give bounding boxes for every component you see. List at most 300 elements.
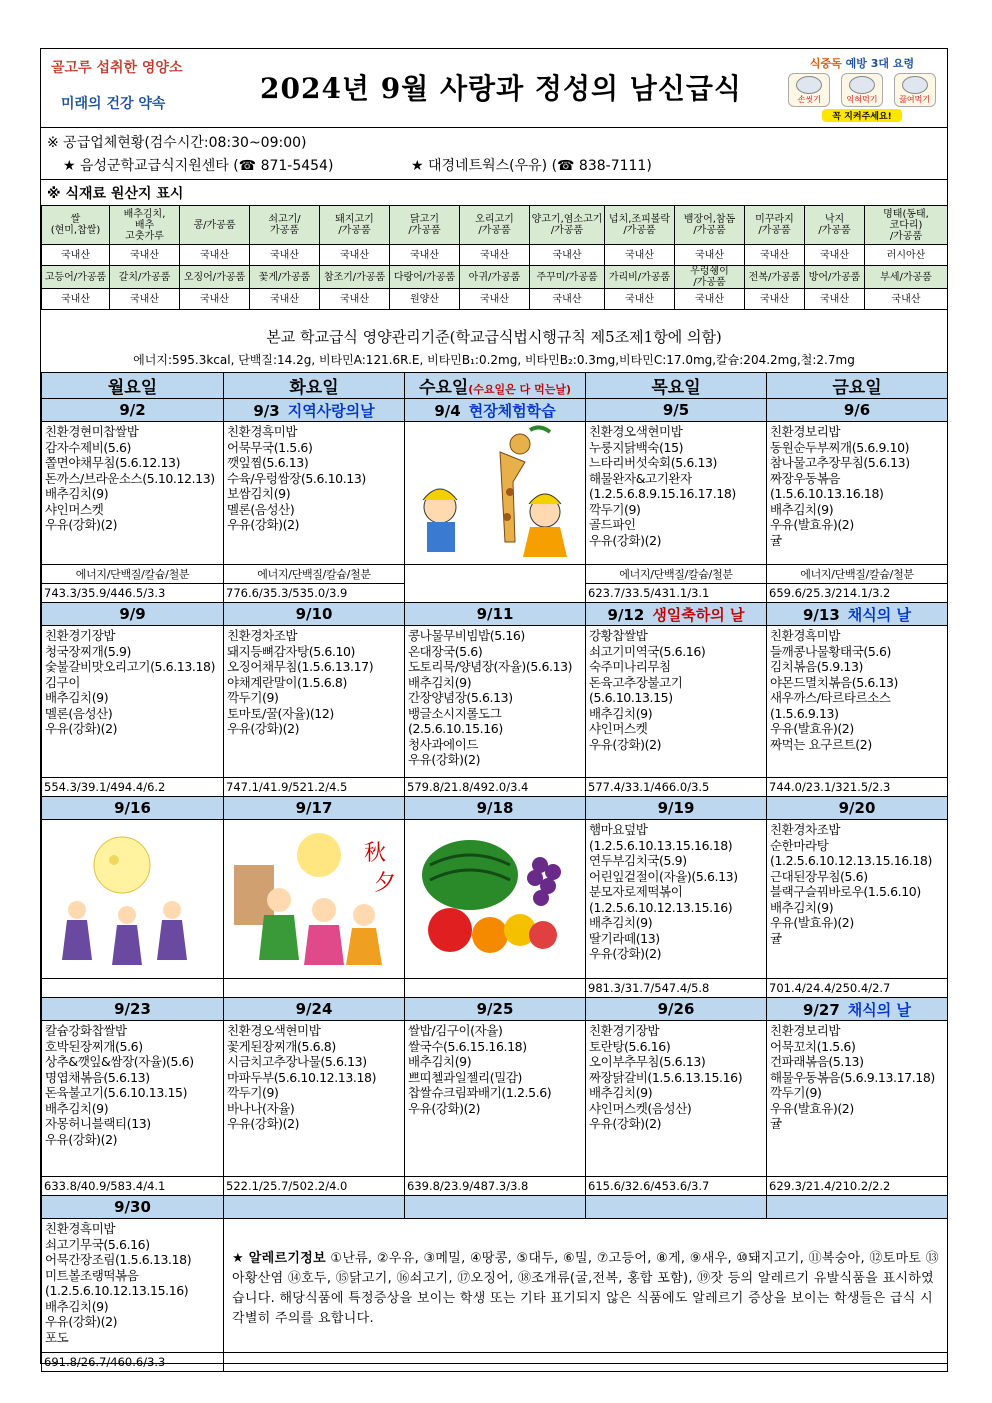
menu-item: 깍두기(9)	[589, 501, 641, 517]
menu-cell	[405, 422, 586, 565]
menu-cell	[42, 626, 224, 778]
wed-note: (수요일은 다 먹는날)	[468, 383, 571, 396]
origin-cell: 오징어/가공품	[180, 266, 250, 289]
date-header	[767, 797, 948, 820]
origin-cell: 국내산	[805, 289, 865, 310]
hand-wash-icon	[796, 76, 822, 94]
nutri-value: 623.7/33.5/431.1/3.1	[586, 584, 767, 603]
origin-cell: 국내산	[530, 289, 605, 310]
logo-text-a: 골고루	[51, 60, 97, 76]
menu-list	[767, 820, 947, 948]
date-label: 9/4	[434, 401, 461, 420]
nutri-value: 659.6/25.3/214.1/3.2	[767, 584, 948, 603]
menu-table	[41, 372, 948, 1372]
menu-item: 멜론(음성산)	[45, 705, 113, 721]
menu-cell	[405, 626, 586, 778]
menu-item: 간장양념장(5.6.13)	[408, 690, 513, 705]
event-label: 채식의 날	[847, 1000, 911, 1019]
menu-list	[586, 626, 766, 754]
date-header	[767, 998, 948, 1021]
menu-list	[405, 1021, 585, 1118]
menu-cell	[405, 820, 586, 979]
origin-cell: 원양산	[390, 289, 460, 310]
origin-cell: 오리고기 /가공품	[460, 206, 530, 245]
menu-item: 친환경기장밥	[589, 1023, 660, 1038]
safety-item	[788, 73, 830, 107]
date-header	[405, 998, 586, 1021]
menu-item: 분모자로제떡볶이(1.2.5.6.10.12.13.15.16)	[589, 884, 733, 915]
menu-cell	[42, 820, 224, 979]
menu-item: 친환경오색현미밥	[227, 1023, 321, 1038]
date-header	[586, 603, 767, 626]
nutri-value: 615.6/32.6/453.6/3.7	[586, 1177, 767, 1196]
origin-cell: 국내산	[110, 245, 180, 266]
menu-item: 쌀국수(5.6.15.16.18)	[408, 1038, 527, 1054]
menu-item: 우유(강화)(2)	[589, 736, 662, 752]
menu-item: 귤	[770, 532, 782, 548]
menu-item: 해물우동볶음(5.6.9.13.17.18)	[770, 1069, 935, 1085]
menu-item: 친환경오색현미밥	[589, 424, 683, 439]
menu-item: 짜장닭갈비(1.5.6.13.15.16)	[589, 1069, 743, 1085]
origin-cell: 닭고기 /가공품	[390, 206, 460, 245]
day-header-mon: 월요일	[42, 373, 224, 399]
date-label: 9/3	[253, 401, 280, 420]
menu-item: 숙주미나리무침	[589, 659, 671, 674]
menu-item: 꽃게된장찌개(5.6.8)	[227, 1038, 336, 1054]
wed-label: 수요일	[418, 378, 469, 398]
date-header	[42, 797, 224, 820]
menu-cell	[42, 422, 224, 565]
menu-item: 콩나물무비빔밥(5.16)	[408, 628, 525, 643]
menu-cell	[405, 1021, 586, 1177]
nutri-value: 776.6/35.3/535.0/3.9	[224, 584, 405, 603]
menu-item: 우유(강화)(2)	[45, 1314, 118, 1329]
origin-cell: 국내산	[605, 245, 675, 266]
date-header	[586, 998, 767, 1021]
nutri-label: 에너지/단백질/칼슘/철분	[586, 565, 767, 584]
svg-text:夕: 夕	[374, 871, 397, 896]
menu-item: 우유(발효유)(2)	[770, 915, 854, 930]
menu-item: 돈까스/브라운소스(5.10.12.13)	[45, 470, 215, 486]
allergy-title: ★ 알레르기정보	[232, 1251, 326, 1266]
nutri-value: 744.0/23.1/321.5/2.3	[767, 778, 948, 797]
nutri-value	[224, 979, 405, 998]
menu-item: 친환경흑미밥	[770, 628, 841, 643]
date-header	[405, 797, 586, 820]
menu-item: 숯불갈비맛오리고기(5.6.13.18)	[45, 659, 216, 674]
menu-item: 미트볼조랭떡볶음(1.2.5.6.10.12.13.15.16)	[45, 1267, 189, 1298]
date-label: 9/17	[295, 799, 333, 817]
menu-list	[767, 1021, 947, 1134]
menu-item: 참나물고추장무침(5.6.13)	[770, 455, 910, 470]
menu-cell	[586, 1021, 767, 1177]
date-header	[224, 998, 405, 1021]
menu-item: 들깨콩나물황태국(5.6)	[770, 643, 892, 659]
origin-cell: 꽃게/가공품	[250, 266, 320, 289]
date-label: 9/6	[843, 401, 871, 419]
menu-item: 보쌈김치(9)	[227, 486, 291, 501]
safety-item	[894, 73, 936, 107]
menu-item: 호박된장찌개(5.6)	[45, 1038, 143, 1054]
boil-icon	[902, 76, 928, 94]
origin-cell: 국내산	[180, 245, 250, 266]
origin-cell: 국내산	[675, 245, 745, 266]
menu-item: 강황찹쌀밥	[589, 628, 648, 643]
logo-text-2: 미래의 건강 약속	[61, 96, 166, 112]
menu-item: 깻잎찜(5.6.13)	[227, 455, 309, 470]
svg-text:秋: 秋	[364, 841, 387, 866]
menu-cell	[586, 820, 767, 979]
menu-cell	[767, 1021, 948, 1177]
menu-9-30	[42, 1219, 224, 1353]
menu-item: 우유(강화)(2)	[45, 1131, 118, 1147]
supplier-1: ★ 음성군학교급식지원센타 (☎ 871-5454)	[63, 158, 334, 174]
origin-title: ※ 식재료 원산지 표시	[47, 186, 184, 202]
date-label: 9/13	[803, 605, 840, 624]
supplier-2: ★ 대경네트웍스(우유) (☎ 838-7111)	[411, 158, 652, 174]
menu-item: 수육/우렁쌈장(5.6.10.13)	[227, 470, 366, 486]
origin-cell: 아귀/가공품	[460, 266, 530, 289]
menu-item: 쌀밥/김구이(자율)	[408, 1023, 503, 1038]
safety-label: 끓여먹기	[899, 95, 931, 104]
event-label: 채식의 날	[847, 605, 911, 624]
date-header	[405, 603, 586, 626]
nutri-value: 629.3/21.4/210.2/2.2	[767, 1177, 948, 1196]
menu-item: 짜먹는 요구르트(2)	[770, 736, 872, 752]
menu-list	[224, 626, 404, 739]
date-header	[42, 603, 224, 626]
nutri-value: 554.3/39.1/494.4/6.2	[42, 778, 224, 797]
empty-cell	[224, 1196, 405, 1219]
menu-item: 배추김치(9)	[770, 899, 834, 915]
menu-item: 귤	[770, 930, 782, 946]
empty-cell	[586, 1196, 767, 1219]
menu-item: 야몬드멸치볶음(5.6.13)	[770, 674, 899, 690]
origin-cell: 국내산	[675, 289, 745, 310]
menu-item: 딸기라떼(13)	[589, 930, 660, 946]
date-header	[586, 797, 767, 820]
menu-item: 쇠고기미역국(5.6.16)	[589, 643, 706, 659]
date-header	[42, 998, 224, 1021]
menu-item: 우유(발효유)(2)	[770, 517, 854, 532]
menu-item: 청국장찌개(5.9)	[45, 643, 132, 659]
menu-item: 우유(강화)(2)	[227, 517, 300, 532]
origin-cell: 뱀장어,참돔 /가공품	[675, 206, 745, 245]
menu-item: 샤인머스켓(음성산)	[589, 1100, 692, 1116]
menu-list	[586, 1021, 766, 1134]
safety-item	[841, 73, 883, 107]
menu-item: 시금치고추장나물(5.6.13)	[227, 1054, 367, 1069]
menu-list	[767, 422, 947, 550]
nutri-value	[42, 979, 224, 998]
empty-cell	[405, 565, 586, 603]
menu-item: 야채계란말이(1.5.6.8)	[227, 674, 347, 690]
date-header	[224, 797, 405, 820]
nutri-value: 577.4/33.1/466.0/3.5	[586, 778, 767, 797]
menu-item: 쫄면야채무침(5.6.12.13)	[45, 455, 181, 470]
nutri-value: 691.8/26.7/460.6/3.3	[42, 1353, 224, 1372]
origin-cell: 국내산	[865, 289, 948, 310]
menu-list	[405, 626, 585, 770]
safety-label: 손씻기	[797, 95, 821, 104]
page-header	[41, 49, 947, 128]
menu-item: 깍두기(9)	[770, 1085, 822, 1100]
event-label: 지역사랑의날	[287, 401, 375, 420]
menu-item: 뱅글소시지롤도그(2.5.6.10.15.16)	[408, 705, 503, 736]
date-label: 9/2	[119, 401, 146, 419]
fruits-illustration	[405, 820, 584, 974]
menu-cell	[586, 626, 767, 778]
menu-item: 상추&깻잎&쌈장(자율)(5.6)	[45, 1054, 194, 1069]
menu-item: 순한마라탕(1.2.5.6.10.12.13.15.16.18)	[770, 837, 932, 868]
menu-item: 블랙구슬꿔바로우(1.5.6.10)	[770, 884, 921, 899]
nutri-value	[405, 979, 586, 998]
nutrition-logo	[47, 55, 207, 117]
date-label: 9/12	[607, 605, 645, 624]
menu-item: 돈육고추장불고기(5.6.10.13.15)	[589, 674, 683, 705]
empty-cell	[767, 1196, 948, 1219]
menu-item: 칼슘강화찹쌀밥	[45, 1023, 127, 1038]
allergy-info	[224, 1219, 948, 1353]
menu-item: 느타리버섯숙회(5.6.13)	[589, 455, 718, 470]
origin-header	[41, 179, 947, 206]
origin-cell: 쌀 (현미,찹쌀)	[42, 206, 110, 245]
menu-item: 해물완자&고기완자(1.2.5.6.8.9.15.16.17.18)	[589, 470, 736, 501]
event-label: 생일축하의 날	[652, 605, 745, 624]
menu-item: 친환경보리밥	[770, 424, 841, 439]
menu-item: 친환경차조밥	[227, 628, 298, 643]
page-title: 2024년 9월 사랑과 정성의 남신급식	[260, 72, 742, 105]
menu-item: 우유(강화)(2)	[45, 517, 118, 532]
date-header	[767, 399, 948, 422]
origin-cell: 가리비/가공품	[605, 266, 675, 289]
menu-cell	[224, 1021, 405, 1177]
menu-item: 쁘띠첼과일젤리(밀감)	[408, 1069, 523, 1085]
nutri-value: 633.8/40.9/583.4/4.1	[42, 1177, 224, 1196]
empty-cell	[224, 1353, 948, 1372]
empty-cell	[405, 1196, 586, 1219]
menu-item: 자몽허니블랙티(13)	[45, 1116, 151, 1131]
menu-item: 친환경보리밥	[770, 1023, 841, 1038]
origin-cell: 방어/가공품	[805, 266, 865, 289]
chuseok-family-illustration	[224, 820, 403, 974]
menu-item: 배추김치(9)	[408, 674, 472, 690]
menu-item: 토란탕(5.6.16)	[589, 1038, 671, 1054]
menu-item: 청사과에이드	[408, 736, 479, 752]
date-label: 9/9	[119, 605, 146, 623]
menu-item: 우유(강화)(2)	[227, 721, 300, 736]
date-label: 9/10	[295, 605, 333, 623]
origin-cell: 국내산	[805, 245, 865, 266]
menu-item: 어묵간장조림(1.5.6.13.18)	[45, 1252, 192, 1267]
origin-cell: 주꾸미/가공품	[530, 266, 605, 289]
menu-item: 건파래볶음(5.13)	[770, 1054, 864, 1069]
origin-cell: 국내산	[42, 289, 110, 310]
origin-cell: 전복/가공품	[745, 266, 805, 289]
date-header	[405, 399, 586, 422]
menu-item: 친환경흑미밥	[45, 1221, 116, 1236]
origin-table	[41, 205, 948, 310]
date-label: 9/25	[476, 1000, 514, 1018]
origin-cell: 명태(동태, 코다리) /가공품	[865, 206, 948, 245]
logo-text-b: 섭취한 영양소	[96, 60, 183, 76]
menu-item: 도토리묵/양념장(자율)(5.6.13)	[408, 659, 573, 674]
nutri-label: 에너지/단백질/칼슘/철분	[42, 565, 224, 584]
date-header	[42, 399, 224, 422]
menu-item: 친환경차조밥	[770, 822, 841, 837]
origin-cell: 넙치,조피볼락 /가공품	[605, 206, 675, 245]
menu-item: 우유(강화)(2)	[589, 532, 662, 548]
origin-cell: 국내산	[180, 289, 250, 310]
date-label: 9/23	[114, 1000, 151, 1018]
menu-item: 샤인머스켓	[45, 501, 104, 517]
nutri-value: 747.1/41.9/521.2/4.5	[224, 778, 405, 797]
full-moon-illustration	[42, 820, 221, 974]
date-label: 9/19	[657, 799, 695, 817]
nutrition-detail: 에너지:595.3kcal, 단백질:14.2g, 비타민A:121.6R.E, 비타민B₁:0.2mg, 비타민B₂:0.3mg,비타민C:17.0mg,칼슘:204.2mg,철:2.7mg	[133, 353, 855, 367]
menu-list	[42, 1021, 223, 1149]
menu-item: 배추김치(9)	[589, 915, 653, 930]
menu-item: 돼지등뼈감자탕(5.6.10)	[227, 643, 356, 659]
date-label: 9/26	[657, 1000, 695, 1018]
menu-item: 샤인머스켓	[589, 721, 648, 736]
menu-item: 우유(강화)(2)	[45, 721, 118, 736]
day-header-fri: 금요일	[767, 373, 948, 399]
menu-item: 쇠고기무국(5.6.16)	[45, 1236, 150, 1252]
menu-item: 우유(강화)(2)	[408, 1100, 481, 1116]
date-header	[224, 603, 405, 626]
nutri-value: 743.3/35.9/446.5/3.3	[42, 584, 224, 603]
nutri-value: 639.8/23.9/487.3/3.8	[405, 1177, 586, 1196]
menu-item: 바나나(자율)	[227, 1100, 295, 1116]
origin-cell: 우렁쉥이 /가공품	[675, 266, 745, 289]
menu-page	[40, 48, 948, 1369]
menu-item: 짜장우동볶음(1.5.6.10.13.16.18)	[770, 470, 884, 501]
origin-cell: 갈치/가공품	[110, 266, 180, 289]
menu-list	[586, 820, 766, 964]
origin-cell: 참조기/가공품	[320, 266, 390, 289]
menu-item: 돈육불고기(5.6.10.13.15)	[45, 1085, 188, 1100]
menu-item: 감자수제비(5.6)	[45, 439, 132, 455]
menu-item: 김구이	[45, 674, 81, 690]
menu-item: 배추김치(9)	[45, 690, 109, 705]
safety-label: 익혀먹기	[846, 95, 878, 104]
menu-cell	[767, 820, 948, 979]
menu-item: 마파두부(5.6.10.12.13.18)	[227, 1069, 377, 1085]
menu-item: 우유(강화)(2)	[408, 752, 481, 767]
nutri-value: 701.4/24.4/250.4/2.7	[767, 979, 948, 998]
origin-cell: 국내산	[42, 245, 110, 266]
menu-item: 배추김치(9)	[45, 1100, 109, 1116]
date-label: 9/27	[803, 1000, 840, 1019]
day-header-tue: 화요일	[224, 373, 405, 399]
origin-cell: 국내산	[250, 289, 320, 310]
day-header-thu: 목요일	[586, 373, 767, 399]
menu-item: 어묵무국(1.5.6)	[227, 439, 313, 455]
event-label: 현장체험학습	[468, 401, 556, 420]
origin-cell: 국내산	[250, 245, 320, 266]
menu-item: 새우까스/타르타르소스(1.5.6.9.13)	[770, 690, 891, 721]
menu-item: 우유(발효유)(2)	[770, 721, 854, 736]
menu-item: 햄마요덮밥(1.2.5.6.10.13.15.16.18)	[589, 822, 733, 853]
nutri-value: 981.3/31.7/547.4/5.8	[586, 979, 767, 998]
menu-list	[586, 422, 766, 550]
menu-item: 온대장국(5.6)	[408, 643, 483, 659]
safety-bottom: 꼭 지켜주세요!	[822, 109, 902, 122]
date-header	[767, 603, 948, 626]
origin-cell: 국내산	[110, 289, 180, 310]
date-header	[586, 399, 767, 422]
origin-cell: 다랑어/가공품	[390, 266, 460, 289]
origin-cell: 국내산	[460, 245, 530, 266]
menu-item: 깍두기(9)	[227, 690, 279, 705]
menu-item: 친환경기장밥	[45, 628, 116, 643]
nutrition-standard	[41, 320, 947, 373]
menu-list	[224, 1021, 404, 1134]
allergy-text: ①난류, ②우유, ③메밀, ④땅콩, ⑤대두, ⑥밀, ⑦고등어, ⑧게, ⑨새우, ⑩돼지고기, ⑪복숭아, ⑫토마토 ⑬아황산염 ⑭호두, ⑮닭고기, ⑯쇠고기, ⑰오징어, ⑱조개류(굴,전복, 홍합 포함), ⑲잣 등의 알레르기 유발식품을 표시하였습니다. 해당식품에 특정증상을 보이는 학생 또는 기타 표기되지 않은 식품에도 알레르기 증상을 보이는 학생들은 급식 시 각별히 주의를 요합니다.	[232, 1251, 939, 1326]
origin-cell: 러시아산	[865, 245, 948, 266]
menu-cell	[767, 626, 948, 778]
supplier-title: ※ 공급업체현황(검수시간:08:30~09:00)	[47, 135, 307, 151]
date-label: 9/20	[838, 799, 876, 817]
safety-title-a: 식중독	[809, 57, 846, 70]
menu-item: 어묵꼬치(1.5.6)	[770, 1038, 856, 1054]
menu-item: 배추김치(9)	[45, 486, 109, 501]
menu-item: 찹쌀슈크림꽈배기(1.2.5.6)	[408, 1085, 552, 1100]
menu-list	[224, 422, 404, 535]
menu-list	[42, 1219, 223, 1347]
menu-item: 친환경현미찹쌀밥	[45, 424, 139, 439]
date-label: 9/16	[114, 799, 151, 817]
origin-cell: 국내산	[530, 245, 605, 266]
origin-cell: 부세/가공품	[865, 266, 948, 289]
menu-list	[767, 626, 947, 754]
menu-item: 우유(발효유)(2)	[770, 1100, 854, 1116]
menu-item: 배추김치(9)	[770, 501, 834, 517]
origin-cell: 국내산	[745, 289, 805, 310]
date-label: 9/24	[295, 1000, 333, 1018]
day-header-wed	[405, 373, 586, 399]
menu-item: 명엽채볶음(5.6.13)	[45, 1069, 150, 1085]
origin-cell: 국내산	[390, 245, 460, 266]
date-label: 9/18	[476, 799, 514, 817]
nutri-label: 에너지/단백질/칼슘/철분	[767, 565, 948, 584]
date-9-30: 9/30	[42, 1196, 224, 1219]
menu-item: 깍두기(9)	[227, 1085, 279, 1100]
menu-list	[42, 422, 223, 535]
menu-cell	[224, 422, 405, 565]
safety-title-b: 예방 3대 요령	[845, 57, 915, 70]
origin-cell: 국내산	[460, 289, 530, 310]
menu-cell	[42, 1021, 224, 1177]
nutri-label: 에너지/단백질/칼슘/철분	[224, 565, 405, 584]
supplier-section	[41, 127, 947, 180]
menu-item: 배추김치(9)	[45, 1298, 109, 1314]
nutrition-title: 본교 학교급식 영양관리기준(학교급식법시행규칙 제5조제1항에 의함)	[266, 328, 722, 346]
menu-cell	[224, 820, 405, 979]
menu-item: 근대된장무침(5.6)	[770, 868, 868, 884]
origin-cell: 낙지 /가공품	[805, 206, 865, 245]
menu-item: 친환경흑미밥	[227, 424, 298, 439]
origin-cell: 쇠고기/ 가공품	[250, 206, 320, 245]
menu-item: 동원순두부찌개(5.6.9.10)	[770, 439, 910, 455]
menu-item: 멜론(음성산)	[227, 501, 295, 517]
cook-icon	[849, 76, 875, 94]
menu-item: 김치볶음(5.9.13)	[770, 659, 864, 674]
menu-item: 우유(강화)(2)	[589, 946, 662, 961]
menu-item: 포도	[45, 1329, 69, 1345]
origin-cell: 국내산	[605, 289, 675, 310]
